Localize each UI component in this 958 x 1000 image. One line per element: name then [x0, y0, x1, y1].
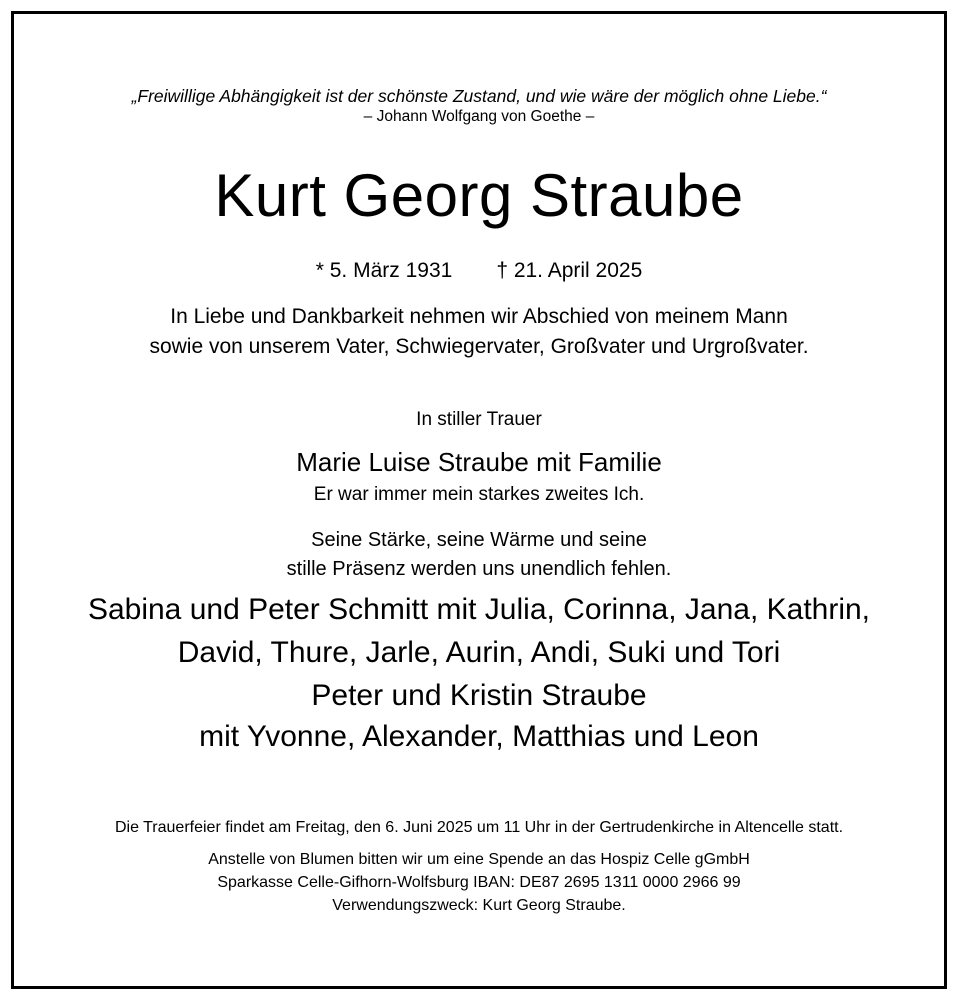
family-straube-line-2: mit Yvonne, Alexander, Matthias und Leon: [199, 720, 759, 753]
funeral-service-info: Die Trauerfeier findet am Freitag, den 6. Juni 2025 um 11 Uhr in der Gertrudenkirche in Altencelle statt.: [114, 819, 844, 836]
birth-date: * 5. März 1931: [315, 259, 453, 282]
quote-author: – Johann Wolfgang von Goethe –: [363, 108, 595, 125]
donation-line-1: Anstelle von Blumen bitten wir um eine Spende an das Hospiz Celle gGmbH: [208, 851, 750, 868]
message-line-2: stille Präsenz werden uns unendlich fehlen.: [286, 558, 672, 580]
primary-mourner-name: Marie Luise Straube mit Familie: [296, 447, 662, 477]
family-schmitt-line-2: David, Thure, Jarle, Aurin, Andi, Suki und Tori: [177, 636, 781, 669]
mourning-heading: In stiller Trauer: [416, 409, 542, 430]
family-straube-line-1: Peter und Kristin Straube: [311, 679, 647, 712]
family-schmitt-line-1: Sabina und Peter Schmitt mit Julia, Corinna, Jana, Kathrin,: [87, 593, 871, 626]
message-line-1: Seine Stärke, seine Wärme und seine: [311, 529, 647, 551]
goethe-quote: „Freiwillige Abhängigkeit ist der schönste Zustand, und wie wäre der möglich ohne Liebe.“: [131, 86, 827, 106]
donation-bank-iban: Sparkasse Celle-Gifhorn-Wolfsburg IBAN: DE87 2695 1311 0000 2966 99: [217, 874, 741, 891]
donation-reference: Verwendungszweck: Kurt Georg Straube.: [332, 897, 626, 914]
life-dates: [14, 258, 944, 283]
death-date: † 21. April 2025: [496, 259, 643, 282]
intro-line-1: In Liebe und Dankbarkeit nehmen wir Abschied von meinem Mann: [170, 305, 788, 328]
primary-mourner-note: Er war immer mein starkes zweites Ich.: [313, 484, 645, 505]
deceased-name: Kurt Georg Straube: [214, 162, 744, 229]
intro-line-2: sowie von unserem Vater, Schwiegervater, Großvater und Urgroßvater.: [149, 335, 809, 358]
